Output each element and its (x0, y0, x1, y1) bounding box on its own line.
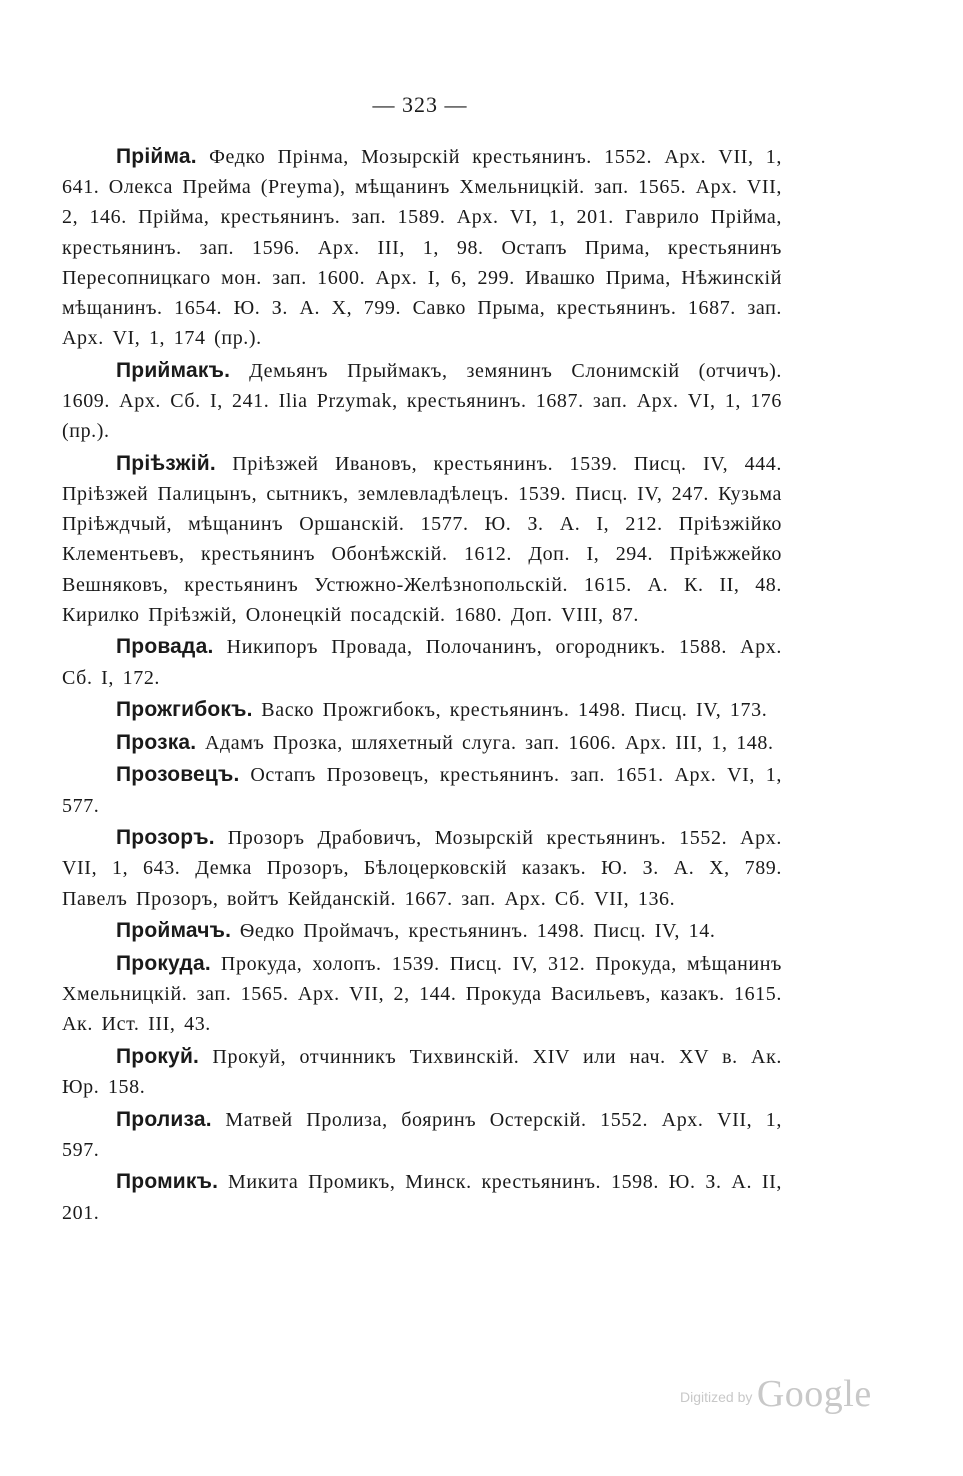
headword: Пролиза. (116, 1107, 212, 1131)
headword: Прозоръ. (116, 826, 215, 850)
entry-text: Пріѣзжей Ивановъ, крестьянинъ. 1539. Писц. IV, 444. Пріѣзжей Палицынъ, сытникъ, землевладѣлецъ. 1539. Писц. IV, 247. Кузьма Пріѣждчый, мѣщанинъ Оршанскій. 1577. Ю. З. А. I, 212. Пріѣзжійко Клементьевъ, крестьянинъ Обонѣжскій. 1612. Доп. I, 294. Пріѣжжейко Вешняковъ, крестьянинъ Устюжно-Желѣзнопольскій. 1615. А. К. II, 48. Кирилко Пріѣзжій, Олонецкій посадскій. 1680. Доп. VIII, 87. (62, 452, 782, 626)
entry-prokuda (62, 949, 782, 1040)
entry-prozka (62, 728, 782, 758)
entry-text: Демьянъ Прыймакъ, земянинъ Слонимскій (отчичъ). 1609. Арх. Сб. I, 241. Ilia Przymak, крестьянинъ. 1687. зап. Арх. VI, 1, 176 (пр.). (62, 359, 782, 443)
entry-prieezzhii (62, 449, 782, 630)
entry-text: Прокуда, холопъ. 1539. Писц. IV, 312. Прокуда, мѣщанинъ Хмельницкій. зап. 1565. Арх. VII, 2, 144. Прокуда Васильевъ, казакъ. 1615. Ак. Ист. III, 43. (62, 952, 782, 1036)
watermark-brand: Google (756, 1373, 872, 1415)
entry-prozhgibok (62, 695, 782, 725)
entry-text: Прокуй, отчинникъ Тихвинскій. XIV или нач. XV в. Ак. Юр. 158. (62, 1045, 782, 1098)
headword: Прійма. (116, 145, 197, 168)
entry-prozor (62, 823, 782, 914)
entry-promik (62, 1167, 782, 1227)
entry-text: Остапъ Прозовецъ, крестьянинъ. зап. 1651. Арх. VI, 1, 577. (62, 764, 782, 817)
entry-text: Никипоръ Провада, Полочанинъ, огородникъ. 1588. Арх. Сб. I, 172. (62, 636, 782, 689)
entry-text: Федко Прінма, Мозырскій крестьянинъ. 1552. Арх. VII, 1, 641. Олекса Прейма (Preyma), мѣщанинъ Хмельницкій. зап. 1565. Арх. VII, 2, 146. Прійма, крестьянинъ. зап. 1589. Арх. VI, 1, 201. Гаврило Прійма, крестьянинъ. зап. 1596. Арх. III, 1, 98. Остапъ Прима, крестьянинъ Пересопницкаго мон. зап. 1600. Арх. I, 6, 299. Ивашко Прима, Нѣжинскій мѣщанинъ. 1654. Ю. З. А. X, 799. Савко Прыма, крестьянинъ. 1687. зап. Арх. VI, 1, 174 (пр.). (62, 146, 782, 350)
entry-prozovets (62, 760, 782, 820)
entry-text: Ѳедко Проймачъ, крестьянинъ. 1498. Писц. IV, 14. (239, 920, 716, 943)
headword: Промикъ. (116, 1170, 219, 1194)
entry-text: Прозоръ Драбовичъ, Мозырскій крестьянинъ. 1552. Арх. VII, 1, 643. Демка Прозоръ, Бѣлоцерковскій казакъ. Ю. З. А. X, 789. Павелъ Прозоръ, войтъ Кейданскій. 1667. зап. Арх. Сб. VII, 136. (62, 827, 782, 910)
headword: Прокуй. (116, 1044, 200, 1068)
entry-provada (62, 632, 782, 692)
entry-priima (62, 142, 782, 353)
headword: Прозовецъ. (116, 763, 240, 787)
digitized-by-watermark (680, 1372, 890, 1416)
headword: Прокуда. (116, 951, 211, 975)
headword: Провада. (116, 635, 214, 659)
headword: Пріѣзжій. (116, 451, 216, 475)
entry-prokui (62, 1042, 782, 1102)
entry-priimak (62, 356, 782, 447)
dictionary-entries (62, 142, 782, 1230)
headword: Проймачъ. (116, 919, 232, 943)
entry-text: Матвей Пролиза, бояринъ Остерскій. 1552. Арх. VII, 1, 597. (62, 1108, 782, 1161)
headword: Прожгибокъ. (116, 698, 253, 722)
headword: Прозка. (116, 730, 197, 754)
page-number: — 323 — (372, 92, 468, 117)
entry-proimach (62, 916, 782, 946)
watermark-prefix: Digitized by (680, 1389, 753, 1405)
entry-text: Васко Прожгибокъ, крестьянинъ. 1498. Писц. IV, 173. (261, 699, 768, 722)
entry-proliza (62, 1105, 782, 1165)
headword: Приймакъ. (116, 358, 231, 382)
entry-text: Адамъ Прозка, шляхетный слуга. зап. 1606. Арх. III, 1, 148. (204, 731, 774, 754)
entry-text: Микита Промикъ, Минск. крестьянинъ. 1598. Ю. З. А. II, 201. (62, 1171, 782, 1224)
